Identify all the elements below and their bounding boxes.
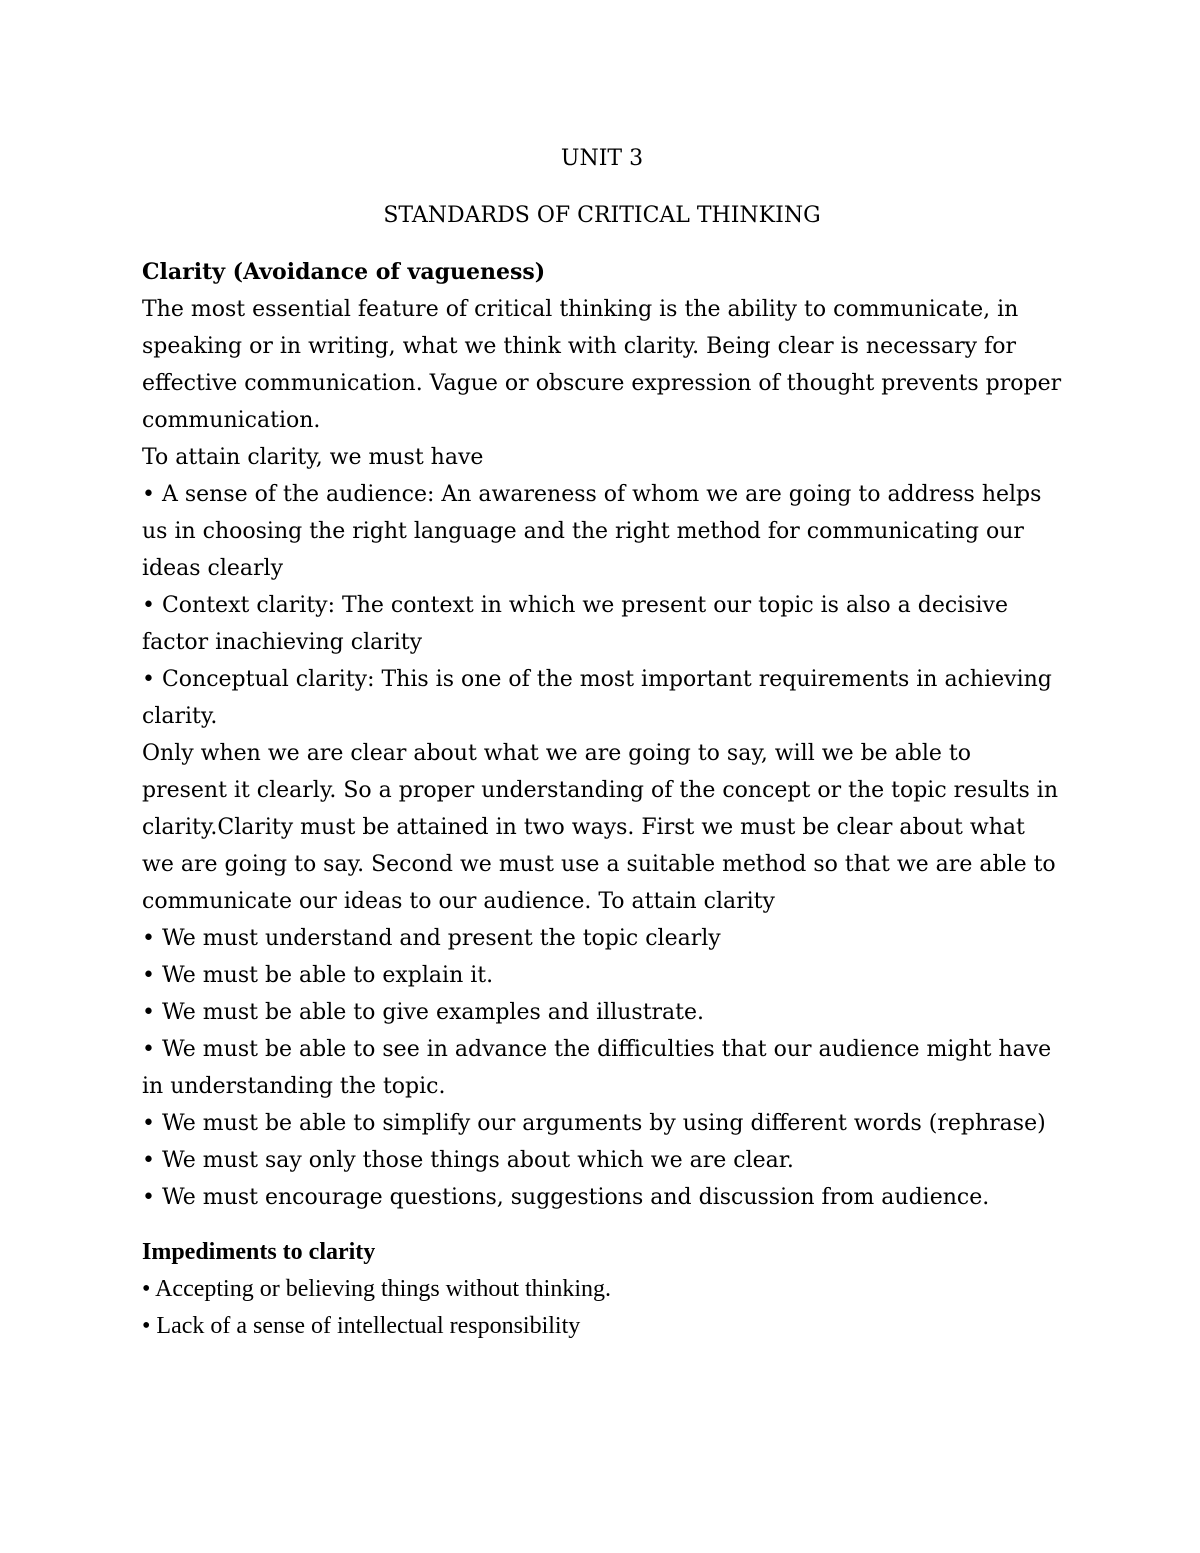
list-item: • We must say only those things about which we are clear. [142,1148,794,1173]
impediments-heading: Impediments to clarity [142,1239,376,1265]
impediments-bullet-list [142,1271,1062,1345]
list-item: • We must be able to give examples and illustrate. [142,1000,705,1025]
list-item: • Context clarity: The context in which we present our topic is also a decisive factor inachieving clarity [142,593,1008,655]
document-title: STANDARDS OF CRITICAL THINKING [383,203,821,228]
must-bullet-list [142,920,1062,1216]
list-item: • We must be able to simplify our arguments by using different words (rephrase) [142,1111,1046,1136]
list-item: • We must understand and present the topic clearly [142,926,721,951]
clarity-heading: Clarity (Avoidance of vagueness) [142,259,546,285]
list-item: • We must encourage questions, suggestions and discussion from audience. [142,1185,990,1210]
list-item: • Accepting or believing things without thinking. [142,1276,612,1302]
list-item: • A sense of the audience: An awareness of whom we are going to address helps us in choosing the right language and the right method for communicating our ideas clearly [142,482,1042,581]
list-item: • We must be able to see in advance the difficulties that our audience might have in understanding the topic. [142,1037,1052,1099]
middle-paragraph: Only when we are clear about what we are going to say, will we be able to present it clearly. So a proper understanding of the concept or the topic results in clarity.Clarity must be attained in two ways. First we must be clear about what we are going to say. Second we must use a suitable method so that we are able to communicate our ideas to our audience. To attain clarity [142,741,1059,914]
attain-intro: To attain clarity, we must have [142,445,484,470]
document-body [142,140,1062,1345]
unit-title: UNIT 3 [560,146,644,171]
list-item: • Conceptual clarity: This is one of the most important requirements in achieving clarity. [142,667,1052,729]
list-item: • Lack of a sense of intellectual responsibility [142,1313,581,1339]
intro-paragraph: The most essential feature of critical thinking is the ability to communicate, in speaking or in writing, what we think with clarity. Being clear is necessary for effective communication. Vague or obscure expression of thought prevents proper communication. [142,297,1062,433]
list-item: • We must be able to explain it. [142,963,494,988]
attain-bullet-list [142,476,1062,735]
